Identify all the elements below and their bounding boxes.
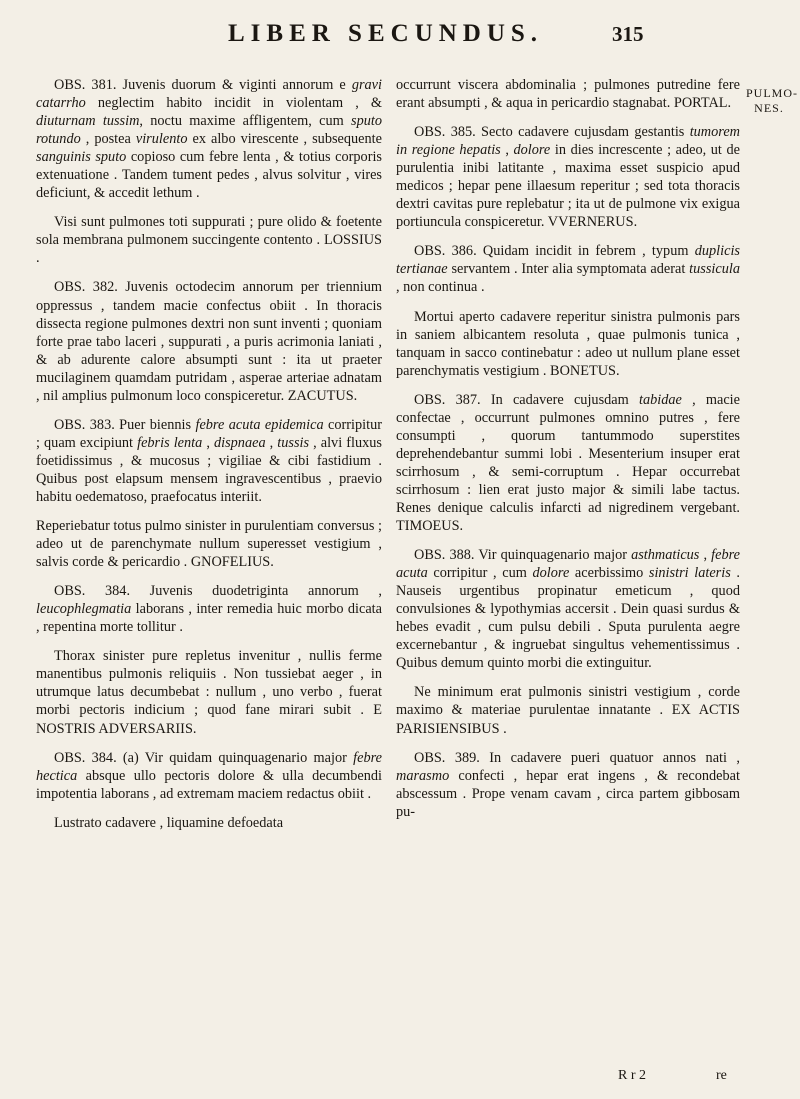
text-run: OBS. 387. In cadavere cujusdam [414, 391, 639, 408]
italic-term: sanguinis sputo [36, 149, 127, 166]
text-run: ex albo virescente , subsequente [187, 131, 382, 148]
italic-term: tumorem in regione hepatis [396, 124, 740, 159]
italic-term: dolore [513, 142, 551, 159]
text-run: OBS. 388. Vir quinquagenario major [414, 547, 632, 564]
text-run: Mortui aperto cadavere reperitur sinistra pulmonis pars in saniem albicantem resoluta , quae pulmonis tunica , tanquam in sacco continebatur : adeo ut nullum plane esset parenchymatis vestigium . BONETUS. [396, 308, 740, 379]
italic-term: tabidae [638, 391, 682, 408]
text-run: , [699, 547, 712, 564]
text-run: copioso cum febre lenta , & totius corporis extenuatione . Tandem tument pedes , alvus solvitur , vires deficiunt, & accedit lethum . [36, 149, 382, 202]
italic-term: sputo rotundo [36, 113, 382, 148]
text-run: laborans , inter remedia huic morbo dicata , repentina morte tollitur . [36, 601, 382, 636]
italic-term: virulento [135, 131, 188, 148]
text-run: in dies increscente ; adeo, ut de purulentia inibi latitante , maxima esset suspicio apud medicos ; hepar pene illaesum reperitur ; sed tota thoracis dextri cavitas pure replebatur ; ita ut de pulmone vix exigua portiuncula conspiceretur. VVERNERUS. [396, 142, 740, 231]
text-run: , [202, 434, 214, 451]
italic-term: febre acuta epidemica [195, 416, 324, 433]
italic-term: asthmaticus [631, 547, 700, 564]
paragraph [396, 391, 740, 535]
text-run: absque ullo pectoris dolore & ulla decumbendi impotentia laborans , ad extremam maciem redactus obiit . [36, 767, 382, 802]
text-run: neglectim habito incidit in violentam , & [85, 95, 382, 112]
page-header [0, 20, 800, 64]
paragraph [396, 123, 740, 231]
text-run: , non continua . [396, 279, 485, 296]
text-run: , macie confectae , occurrunt pulmones omnino putres , fere consumpti , quorum tantummodo superstites deprehendebantur summi lobi . Mesenterium insuper erat scirrhosum , & semi-corruptum . Hepar occurrebat scirrhosum : lien erat justo major & simili labe tactus. Renes denique calculis infarcti ad nigredinem vergebant. TIMOEUS. [396, 391, 740, 535]
text-run: , [500, 142, 514, 159]
paragraph [36, 582, 382, 636]
italic-term: sinistri lateris [648, 565, 731, 582]
page-number: 315 [612, 22, 644, 46]
text-run: OBS. 383. Puer biennis [54, 416, 196, 433]
text-run: OBS. 384. (a) Vir quidam quinquagenario major [54, 749, 354, 766]
running-head: LIBER SECUNDUS. [228, 20, 544, 47]
text-run: Reperiebatur totus pulmo sinister in purulentiam conversus ; adeo ut de parenchymate nullum superesset vestigium , salvis corde & pericardio . GNOFELIUS. [36, 518, 382, 571]
text-run: OBS. 386. Quidam incidit in febrem , typum [414, 243, 695, 260]
paragraph [36, 416, 382, 506]
text-run: acerbissimo [569, 565, 649, 582]
paragraph [396, 749, 740, 821]
italic-term: dispnaea [213, 434, 266, 451]
text-run: Lustrato cadavere , liquamine defoedata [54, 814, 284, 831]
left-column [36, 76, 382, 843]
paragraph [396, 308, 740, 380]
right-column [396, 76, 740, 832]
text-run: confecti , hepar erat ingens , & recondebat abscessum . Prope venam cavam , circa partem gibbosam pu- [396, 767, 740, 820]
paragraph [36, 749, 382, 803]
italic-term: leucophlegmatia [36, 601, 132, 618]
text-run: Thorax sinister pure repletus invenitur , nullis ferme manentibus pulmonis reliquiis . Non tussiebat aeger , in utrumque latus decumbebat : nullum , uno verbo , fuerat morbi pectoris indicium ; quod fane mirari subit . E NOSTRIS ADVERSARIIS. [36, 648, 382, 737]
paragraph [36, 213, 382, 267]
text-run: Ne minimum erat pulmonis sinistri vestigium , corde maximo & materiae purulentae innatante . EX ACTIS PARISIENSIBUS . [396, 684, 740, 737]
text-run: , postea [80, 131, 136, 148]
italic-term: tussicula [689, 261, 740, 278]
paragraph [36, 278, 382, 404]
text-run: corripitur ; quam excipiunt [36, 416, 382, 451]
paragraph [36, 517, 382, 571]
text-run: corripitur , cum [427, 565, 533, 582]
italic-term: duplicis tertianae [396, 243, 740, 278]
margin-note: PULMO-NES. [746, 86, 799, 115]
text-run: servantem . Inter alia symptomata aderat [447, 261, 690, 278]
italic-term: diuturnam tussim [36, 113, 140, 130]
italic-term: febris lenta [137, 434, 203, 451]
italic-term: febre acuta [396, 547, 740, 582]
text-run: . Nauseis urgentibus propinatur emeticum , quod convulsiones & lypothymias accersit . Dein quasi surdus & hebes evadit , cum pulsu debili . Sputa purulenta aegre excernebantur , & ingruebat singultus vehementissimus . Quibus demum quinto morbi die extinguitur. [396, 565, 740, 672]
paragraph [396, 76, 740, 112]
text-run: OBS. 389. In cadavere pueri quatuor annos nati , [414, 749, 740, 766]
text-run: OBS. 384. Juvenis duodetriginta annorum , [54, 583, 382, 600]
paragraph [396, 683, 740, 737]
paragraph [36, 814, 382, 832]
text-run: , noctu maxime affligentem, cum [139, 113, 352, 130]
italic-term: marasmo [396, 767, 450, 784]
catchword: re [716, 1068, 727, 1083]
text-run: occurrunt viscera abdominalia ; pulmones putredine fere erant absumpti , & aqua in pericardio stagnabat. PORTAL. [396, 77, 740, 112]
italic-term: tussis [277, 434, 310, 451]
italic-term: gravi catarrho [36, 77, 382, 112]
text-run: Visi sunt pulmones toti suppurati ; pure olido & foetente sola membrana pulmonem succingente contento . LOSSIUS . [36, 214, 382, 267]
signature-mark: R r 2 [618, 1068, 646, 1083]
paragraph [396, 546, 740, 672]
text-run: OBS. 385. Secto cadavere cujusdam gestantis [414, 124, 690, 141]
text-run: , [265, 434, 278, 451]
paragraph [36, 76, 382, 202]
text-run: , alvi fluxus foetidissimus , & mucosus ; vigiliae & cibi fastidium . Quibus post elapsum mensem ingravescentibus , praevio habitu oedematoso, praefocatus interiit. [36, 434, 382, 505]
italic-term: febre hectica [36, 749, 382, 784]
italic-term: dolore [532, 565, 570, 582]
text-run: OBS. 382. Juvenis octodecim annorum per triennium oppressus , tandem macie confectus obiit . In thoracis dissecta regione pulmones dextri non sunt inventi ; quoniam forte prae tabo laceri , suppurati , a puris acrimonia laniati , & ab adurente calore absumpti sunt : ita ut praeter mucilaginem quamdam putridam , asperae arteriae adnatam , nil amplius pulmonum loco conspiceretur. ZACUTUS. [36, 279, 382, 404]
text-run: OBS. 381. Juvenis duorum & viginti annorum e [54, 77, 352, 93]
paragraph [396, 242, 740, 296]
paragraph [36, 647, 382, 737]
